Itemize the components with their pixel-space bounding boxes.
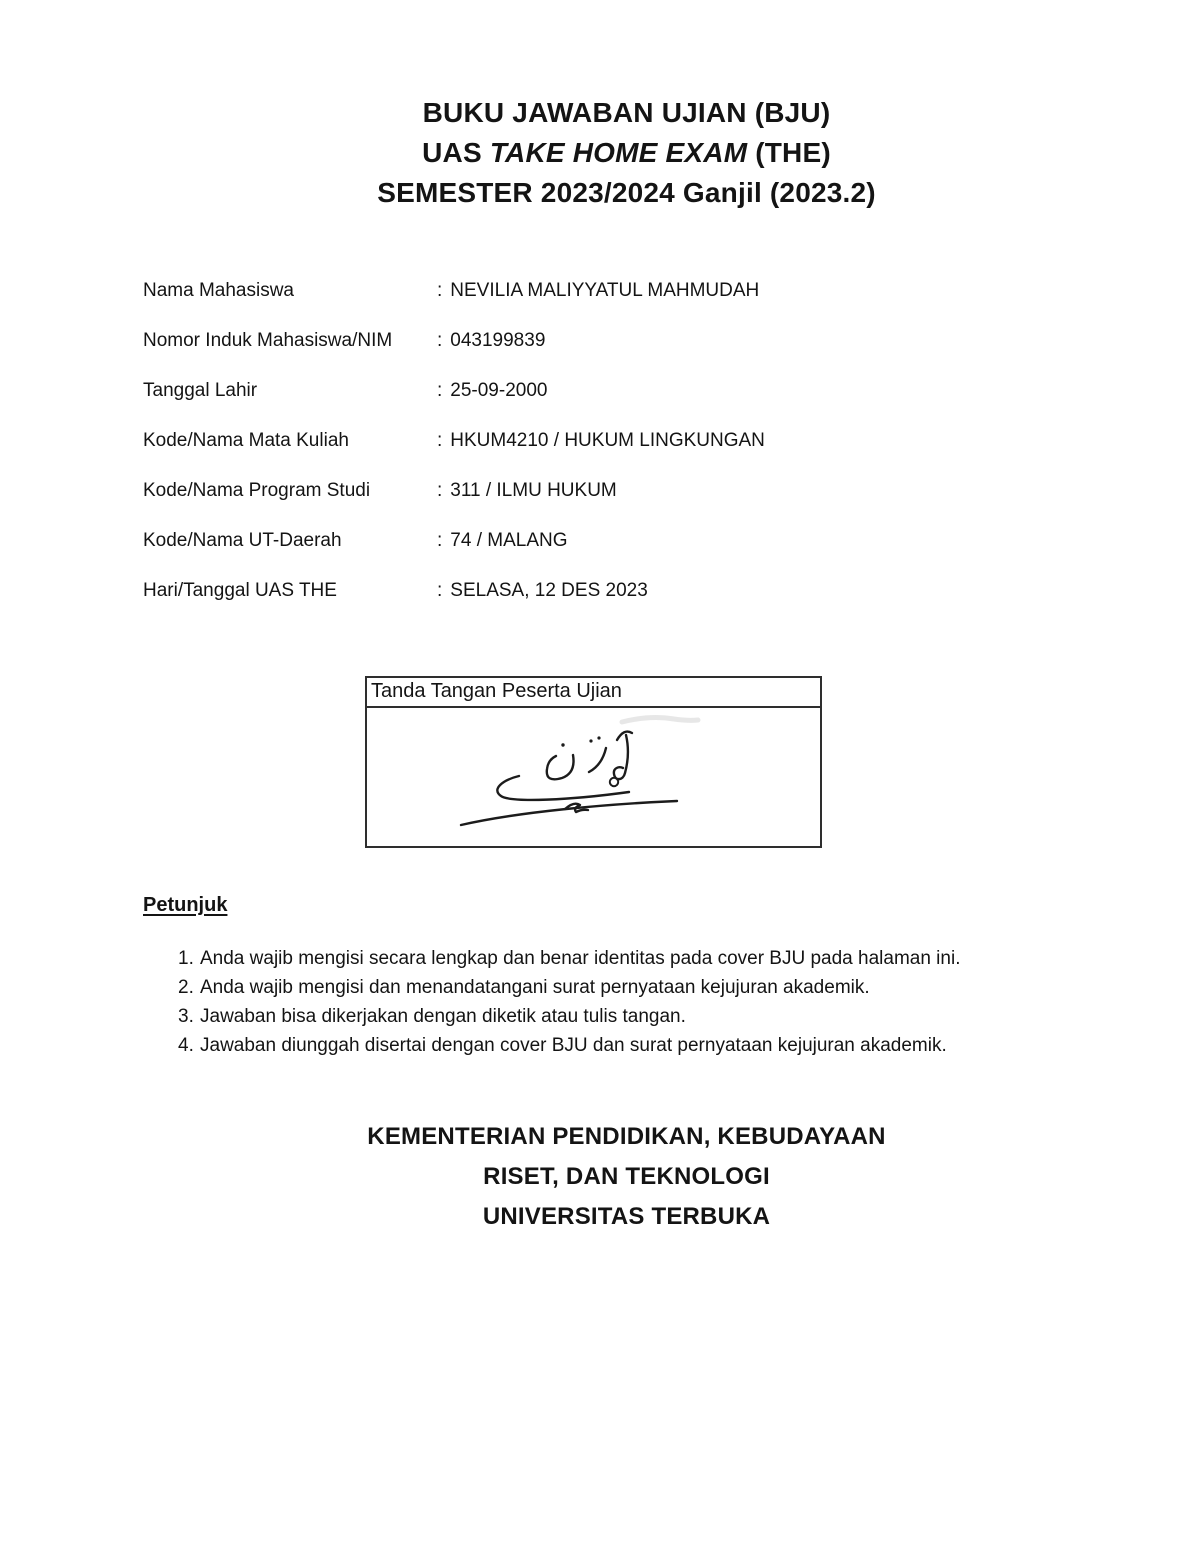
title-line-2-italic: TAKE HOME EXAM — [489, 137, 748, 168]
petunjuk-item-number: 3. — [178, 1006, 194, 1027]
title-line-1: BUKU JAWABAN UJIAN (BJU) — [422, 97, 831, 128]
field-colon: : — [437, 530, 443, 551]
field-colon: : — [437, 280, 443, 301]
document-content — [143, 0, 1110, 1237]
title-line-2-prefix: UAS — [422, 137, 490, 168]
petunjuk-item-text: Jawaban bisa dikerjakan dengan diketik atau tulis tangan. — [200, 1006, 686, 1027]
petunjuk-item-text: Anda wajib mengisi secara lengkap dan benar identitas pada cover BJU pada halaman ini. — [200, 948, 961, 969]
title-block — [143, 93, 1110, 213]
field-row-program-studi — [143, 481, 1110, 501]
institution-block — [143, 1117, 1110, 1237]
field-label: Nomor Induk Mahasiswa/NIM — [143, 330, 393, 351]
title-line-3: SEMESTER 2023/2024 Ganjil (2023.2) — [377, 177, 876, 208]
signature-area — [367, 708, 820, 846]
field-label: Kode/Nama UT-Daerah — [143, 530, 342, 551]
field-label: Kode/Nama Program Studi — [143, 480, 371, 501]
petunjuk-heading: Petunjuk — [143, 894, 228, 916]
field-value: 043199839 — [450, 330, 546, 351]
petunjuk-item-number: 2. — [178, 977, 194, 998]
handwritten-signature — [367, 708, 820, 846]
petunjuk-list — [143, 944, 1110, 1060]
field-label: Kode/Nama Mata Kuliah — [143, 430, 349, 451]
title-line-2-suffix: (THE) — [747, 137, 831, 168]
field-colon: : — [437, 330, 443, 351]
petunjuk-item-number: 1. — [178, 948, 194, 969]
institution-line-1: KEMENTERIAN PENDIDIKAN, KEBUDAYAAN — [367, 1123, 886, 1150]
field-value: NEVILIA MALIYYATUL MAHMUDAH — [450, 280, 760, 301]
field-value: 311 / ILMU HUKUM — [450, 480, 617, 501]
signature-box — [365, 676, 822, 848]
field-label: Tanggal Lahir — [143, 380, 258, 401]
identity-fields — [143, 281, 1110, 601]
field-row-nim — [143, 331, 1110, 351]
petunjuk-item-text: Jawaban diunggah disertai dengan cover BJU dan surat pernyataan kejujuran akademik. — [200, 1035, 947, 1056]
institution-line-3: UNIVERSITAS TERBUKA — [482, 1203, 771, 1230]
field-colon: : — [437, 480, 443, 501]
field-label: Nama Mahasiswa — [143, 280, 294, 301]
field-colon: : — [437, 580, 443, 601]
field-row-hari-tanggal-uas — [143, 581, 1110, 601]
institution-line-2: RISET, DAN TEKNOLOGI — [483, 1163, 770, 1190]
title-line-2 — [143, 133, 1110, 173]
field-row-ut-daerah — [143, 531, 1110, 551]
petunjuk-item-text: Anda wajib mengisi dan menandatangani surat pernyataan kejujuran akademik. — [200, 977, 870, 998]
field-value: HKUM4210 / HUKUM LINGKUNGAN — [450, 430, 765, 451]
field-value: 74 / MALANG — [450, 530, 568, 551]
field-colon: : — [437, 380, 443, 401]
field-value: SELASA, 12 DES 2023 — [450, 580, 648, 601]
field-label: Hari/Tanggal UAS THE — [143, 580, 337, 601]
petunjuk-item — [143, 1031, 1110, 1060]
field-colon: : — [437, 430, 443, 451]
field-value: 25-09-2000 — [450, 380, 548, 401]
field-row-mata-kuliah — [143, 431, 1110, 451]
signature-box-header: Tanda Tangan Peserta Ujian — [367, 678, 820, 708]
petunjuk-item — [143, 973, 1110, 1002]
petunjuk-item — [143, 944, 1110, 973]
petunjuk-item-number: 4. — [178, 1035, 194, 1056]
field-row-tanggal-lahir — [143, 381, 1110, 401]
petunjuk-item — [143, 1002, 1110, 1031]
field-row-nama-mahasiswa — [143, 281, 1110, 301]
